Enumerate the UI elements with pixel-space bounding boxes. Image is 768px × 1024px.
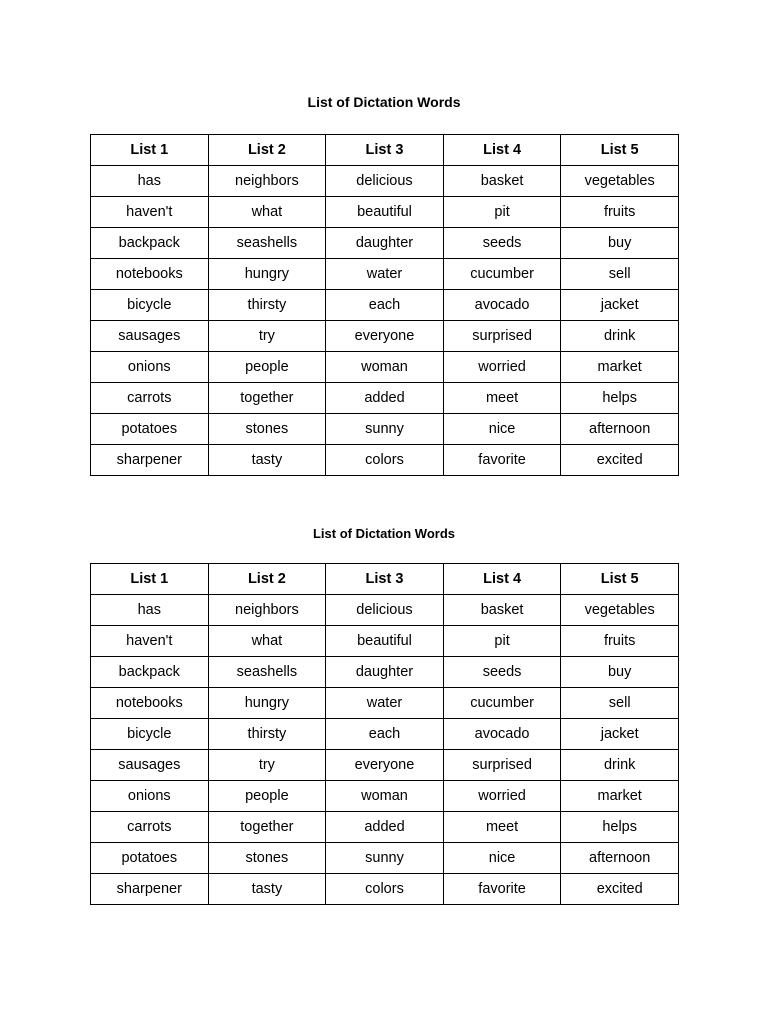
word-cell: jacket — [561, 719, 679, 750]
word-cell: hungry — [208, 688, 326, 719]
word-cell: meet — [443, 812, 561, 843]
word-cell: delicious — [326, 166, 444, 197]
word-cell: sunny — [326, 414, 444, 445]
table-row — [91, 626, 679, 657]
word-cell: carrots — [91, 812, 209, 843]
table-row — [91, 290, 679, 321]
word-cell: colors — [326, 445, 444, 476]
word-cell: helps — [561, 812, 679, 843]
page-title-repeat: List of Dictation Words — [312, 526, 456, 541]
column-header: List 5 — [561, 564, 679, 595]
table-row — [91, 383, 679, 414]
word-cell: added — [326, 383, 444, 414]
word-cell: drink — [561, 321, 679, 352]
page-title: List of Dictation Words — [307, 94, 461, 110]
word-cell: colors — [326, 874, 444, 905]
word-cell: seashells — [208, 657, 326, 688]
word-cell: vegetables — [561, 595, 679, 626]
word-cell: worried — [443, 352, 561, 383]
word-cell: fruits — [561, 626, 679, 657]
word-cell: cucumber — [443, 259, 561, 290]
word-cell: backpack — [91, 228, 209, 259]
table-row — [91, 719, 679, 750]
word-cell: neighbors — [208, 166, 326, 197]
table-row — [91, 352, 679, 383]
column-header: List 2 — [208, 564, 326, 595]
word-cell: buy — [561, 228, 679, 259]
word-cell: thirsty — [208, 719, 326, 750]
word-cell: bicycle — [91, 719, 209, 750]
header-row — [91, 135, 679, 166]
word-cell: stones — [208, 843, 326, 874]
word-cell: sausages — [91, 321, 209, 352]
word-cell: fruits — [561, 197, 679, 228]
word-cell: try — [208, 750, 326, 781]
word-cell: afternoon — [561, 414, 679, 445]
word-cell: bicycle — [91, 290, 209, 321]
table-row — [91, 843, 679, 874]
word-cell: haven't — [91, 197, 209, 228]
table-row — [91, 657, 679, 688]
word-cell: tasty — [208, 874, 326, 905]
table-row — [91, 321, 679, 352]
word-cell: what — [208, 197, 326, 228]
column-header: List 2 — [208, 135, 326, 166]
word-cell: vegetables — [561, 166, 679, 197]
table-row — [91, 228, 679, 259]
table-row — [91, 414, 679, 445]
word-cell: added — [326, 812, 444, 843]
word-cell: has — [91, 166, 209, 197]
word-cell: carrots — [91, 383, 209, 414]
word-cell: woman — [326, 781, 444, 812]
word-cell: delicious — [326, 595, 444, 626]
word-cell: sunny — [326, 843, 444, 874]
word-cell: favorite — [443, 874, 561, 905]
word-cell: drink — [561, 750, 679, 781]
word-cell: seeds — [443, 228, 561, 259]
word-cell: water — [326, 688, 444, 719]
word-cell: pit — [443, 197, 561, 228]
column-header: List 1 — [91, 564, 209, 595]
table-body — [91, 595, 679, 905]
word-cell: excited — [561, 445, 679, 476]
word-cell: together — [208, 383, 326, 414]
word-cell: each — [326, 719, 444, 750]
word-cell: afternoon — [561, 843, 679, 874]
word-cell: basket — [443, 595, 561, 626]
word-cell: everyone — [326, 750, 444, 781]
word-cell: beautiful — [326, 197, 444, 228]
word-cell: favorite — [443, 445, 561, 476]
word-cell: hungry — [208, 259, 326, 290]
word-cell: haven't — [91, 626, 209, 657]
word-cell: each — [326, 290, 444, 321]
word-cell: sharpener — [91, 874, 209, 905]
word-cell: nice — [443, 843, 561, 874]
word-cell: potatoes — [91, 414, 209, 445]
table-row — [91, 812, 679, 843]
word-cell: notebooks — [91, 688, 209, 719]
word-cell: together — [208, 812, 326, 843]
word-cell: worried — [443, 781, 561, 812]
word-cell: backpack — [91, 657, 209, 688]
word-cell: helps — [561, 383, 679, 414]
table-body — [91, 166, 679, 476]
word-cell: tasty — [208, 445, 326, 476]
word-cell: notebooks — [91, 259, 209, 290]
word-cell: sharpener — [91, 445, 209, 476]
word-cell: beautiful — [326, 626, 444, 657]
word-cell: cucumber — [443, 688, 561, 719]
column-header: List 3 — [326, 564, 444, 595]
table-row — [91, 197, 679, 228]
dictation-words-table-repeat — [90, 563, 679, 905]
column-header: List 4 — [443, 564, 561, 595]
word-cell: excited — [561, 874, 679, 905]
word-cell: surprised — [443, 750, 561, 781]
word-cell: water — [326, 259, 444, 290]
column-header: List 3 — [326, 135, 444, 166]
table-header — [91, 135, 679, 166]
word-cell: sell — [561, 259, 679, 290]
column-header: List 5 — [561, 135, 679, 166]
word-cell: daughter — [326, 228, 444, 259]
table-row — [91, 874, 679, 905]
word-cell: potatoes — [91, 843, 209, 874]
word-cell: people — [208, 781, 326, 812]
word-cell: woman — [326, 352, 444, 383]
word-cell: market — [561, 352, 679, 383]
table-row — [91, 445, 679, 476]
word-cell: onions — [91, 781, 209, 812]
word-cell: nice — [443, 414, 561, 445]
header-row — [91, 564, 679, 595]
column-header: List 1 — [91, 135, 209, 166]
word-cell: seeds — [443, 657, 561, 688]
table-row — [91, 166, 679, 197]
table-row — [91, 688, 679, 719]
word-cell: thirsty — [208, 290, 326, 321]
word-cell: what — [208, 626, 326, 657]
word-cell: avocado — [443, 719, 561, 750]
word-cell: pit — [443, 626, 561, 657]
word-cell: everyone — [326, 321, 444, 352]
word-cell: sell — [561, 688, 679, 719]
word-cell: meet — [443, 383, 561, 414]
word-cell: market — [561, 781, 679, 812]
table-row — [91, 750, 679, 781]
word-cell: buy — [561, 657, 679, 688]
word-cell: daughter — [326, 657, 444, 688]
table-row — [91, 259, 679, 290]
dictation-words-table — [90, 134, 679, 476]
word-cell: seashells — [208, 228, 326, 259]
word-cell: people — [208, 352, 326, 383]
word-cell: try — [208, 321, 326, 352]
word-cell: has — [91, 595, 209, 626]
word-cell: surprised — [443, 321, 561, 352]
word-cell: avocado — [443, 290, 561, 321]
word-cell: jacket — [561, 290, 679, 321]
column-header: List 4 — [443, 135, 561, 166]
word-cell: onions — [91, 352, 209, 383]
word-cell: basket — [443, 166, 561, 197]
word-cell: sausages — [91, 750, 209, 781]
table-row — [91, 781, 679, 812]
table-header — [91, 564, 679, 595]
word-cell: neighbors — [208, 595, 326, 626]
table-row — [91, 595, 679, 626]
word-cell: stones — [208, 414, 326, 445]
